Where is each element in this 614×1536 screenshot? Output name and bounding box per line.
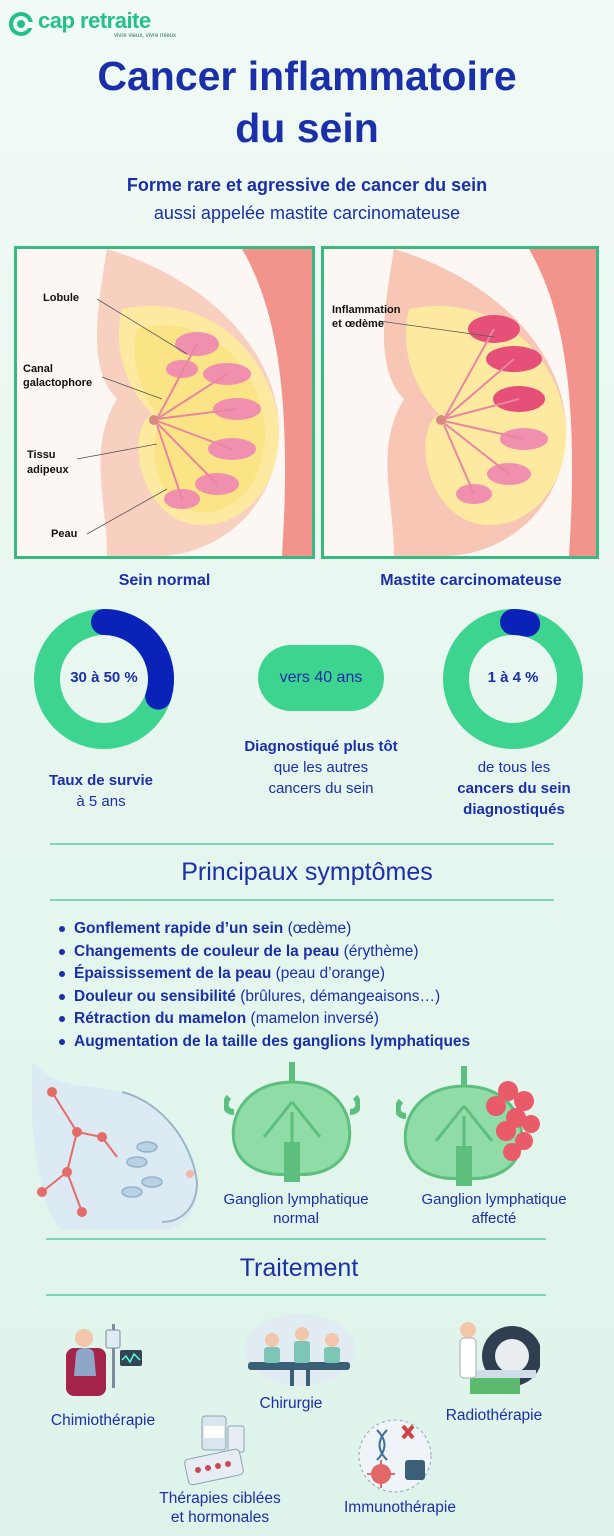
symptom-detail: (peau d’orange): [271, 965, 386, 982]
divider: [50, 843, 554, 845]
label-inflammation-1: Inflammation: [332, 304, 401, 316]
symptom-bold: Douleur ou sensibilité: [74, 987, 236, 1005]
share-value: 1 à 4 %: [487, 669, 539, 686]
caption-normal: Sein normal: [118, 572, 211, 589]
age-caption-line-2: que les autres: [273, 759, 369, 776]
share-caption: [420, 757, 608, 820]
treatment-therapies: [140, 1489, 300, 1527]
share-caption-bold-1: cancers du sein: [457, 780, 571, 797]
survival-caption: [20, 770, 182, 812]
divider: [46, 1294, 546, 1296]
symptoms-list: [74, 918, 594, 1053]
treatment-immuno: Immunothérapie: [343, 1499, 456, 1516]
label-peau: Peau: [51, 528, 78, 540]
subtitle: aussi appelée mastite carcinomateuse: [153, 203, 461, 223]
normal-breast-illustration: [14, 246, 315, 559]
immunotherapy-icon: [355, 1416, 435, 1496]
symptom-item: [74, 918, 594, 941]
caption-affected: Mastite carcinomateuse: [380, 572, 562, 589]
symptom-detail: (érythème): [339, 942, 419, 960]
brand-tagline: vivre vieux, vivre mieux: [114, 33, 177, 39]
symptom-item: [74, 986, 594, 1009]
label-lobule: Lobule: [43, 292, 80, 304]
symptom-detail: (brûlures, démangeaisons…): [235, 987, 441, 1005]
symptom-bold: Gonflement rapide d’un sein: [74, 920, 284, 937]
affected-lymph-node-icon: [396, 1066, 544, 1186]
lymph-normal-caption-1: Ganglion lymphatique: [223, 1191, 369, 1208]
survival-value: 30 à 50 %: [70, 669, 138, 686]
treatment-title: Traitement: [239, 1254, 359, 1282]
label-inflammation-2: et œdème: [332, 318, 384, 330]
symptom-bold: Épaississement de la peau: [74, 965, 272, 982]
label-canal-2: galactophore: [23, 377, 93, 389]
treatment-therapies-1: Thérapies ciblées: [159, 1490, 281, 1507]
inflamed-breast-icon: [324, 249, 596, 556]
symptom-bold: Rétraction du mamelon: [74, 1010, 247, 1027]
title-line-1: Cancer inflammatoire: [97, 53, 517, 99]
symptom-item: [74, 1008, 594, 1031]
treatment-radio: Radiothérapie: [445, 1407, 543, 1424]
surgery-icon: [240, 1310, 358, 1390]
age-caption: [216, 736, 426, 799]
divider: [50, 899, 554, 901]
treatment-chirurgie: Chirurgie: [259, 1395, 323, 1412]
lymph-affected-caption-2: affecté: [471, 1210, 517, 1227]
lymph-normal-caption: [208, 1190, 384, 1228]
cap-retraite-logo-icon: [8, 10, 36, 40]
treatment-chimio: Chimiothérapie: [50, 1412, 156, 1429]
treatment-therapies-2: et hormonales: [170, 1509, 270, 1526]
page-title: [0, 50, 614, 154]
share-caption-text: de tous les: [477, 759, 551, 776]
affected-breast-illustration: [321, 246, 599, 559]
share-arc: [513, 622, 527, 624]
subtitle-bold: Forme rare et agressive de cancer du sein: [126, 175, 488, 195]
share-caption-bold-2: diagnostiqués: [463, 801, 565, 818]
label-tissu-1: Tissu: [27, 449, 56, 461]
age-caption-line-3: cancers du sein: [268, 780, 374, 797]
symptom-item: [74, 941, 594, 964]
symptom-bold: Augmentation de la taille des ganglions lymphatiques: [74, 1032, 471, 1050]
lymphatic-body-icon: [22, 1062, 200, 1232]
symptom-detail: (œdème): [283, 920, 352, 937]
chemotherapy-icon: [62, 1320, 146, 1402]
survival-caption-text: à 5 ans: [76, 793, 126, 810]
brand-logo: [8, 6, 183, 42]
age-pill: vers 40 ans: [258, 645, 384, 711]
lymph-affected-caption: [406, 1190, 582, 1228]
label-tissu-2: adipeux: [27, 464, 69, 476]
label-canal-1: Canal: [23, 363, 53, 375]
symptoms-title: Principaux symptômes: [181, 858, 433, 886]
symptom-bold: Changements de couleur de la peau: [74, 942, 340, 960]
lymph-affected-caption-1: Ganglion lymphatique: [421, 1191, 567, 1208]
divider: [46, 1238, 546, 1240]
title-line-2: du sein: [235, 105, 379, 151]
lymph-normal-caption-2: normal: [273, 1210, 319, 1227]
targeted-therapy-icon: [182, 1410, 252, 1486]
symptom-item: [74, 1031, 594, 1054]
age-caption-bold: Diagnostiqué plus tôt: [244, 738, 398, 755]
symptom-item: [74, 963, 594, 986]
normal-lymph-node-icon: [224, 1062, 360, 1182]
brand-name: cap retraite: [38, 8, 151, 33]
survival-caption-bold: Taux de survie: [49, 772, 153, 789]
radiotherapy-icon: [440, 1316, 540, 1398]
symptom-detail: (mamelon inversé): [246, 1010, 379, 1027]
